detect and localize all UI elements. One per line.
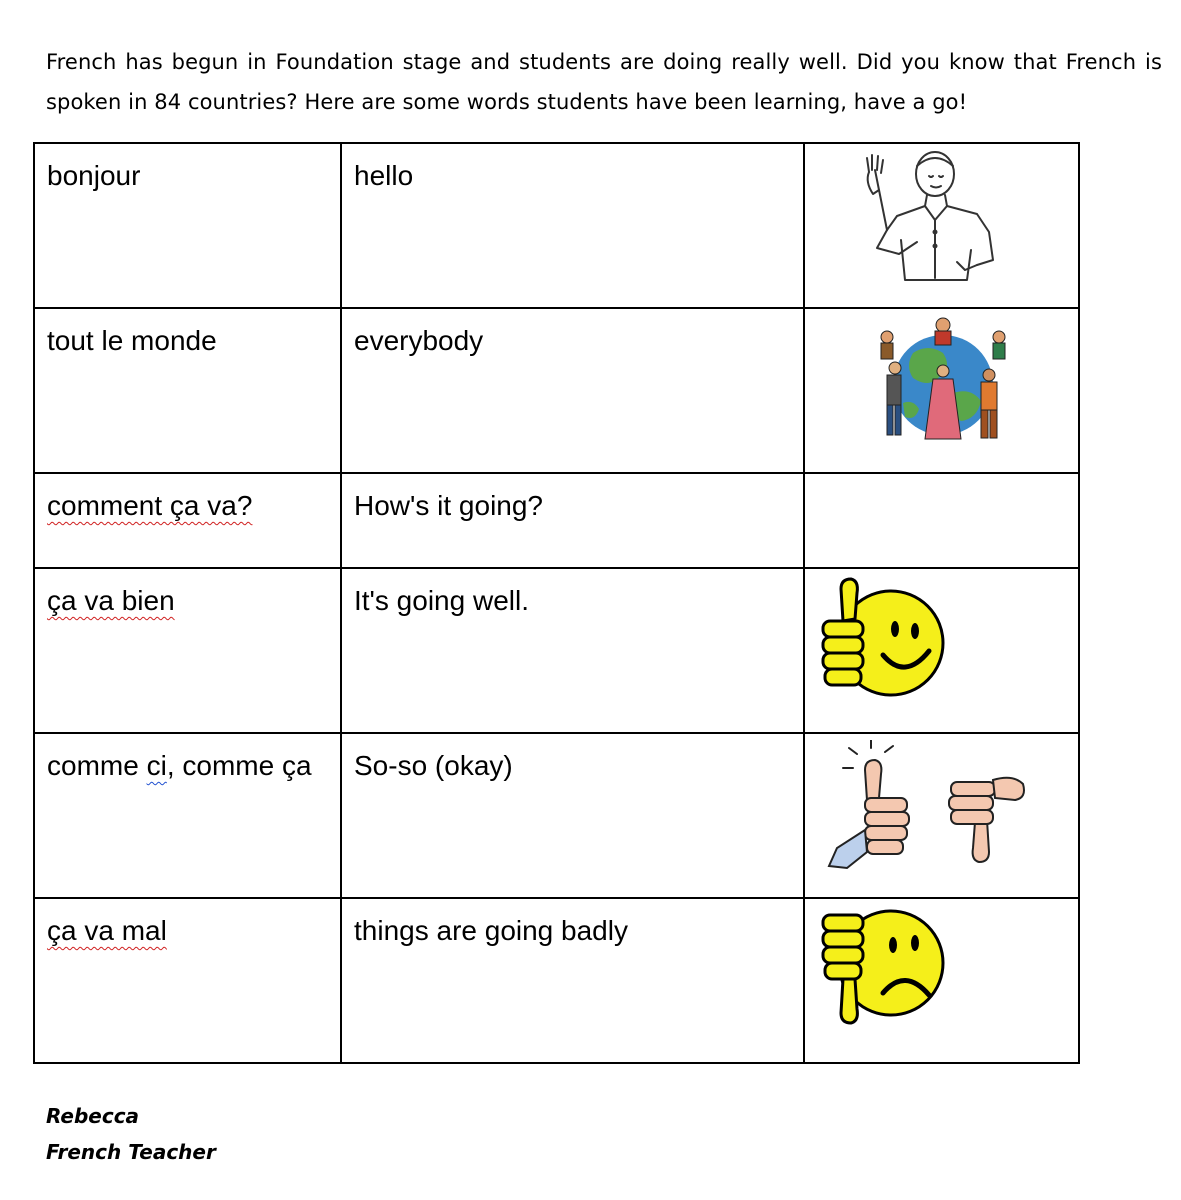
- vocabulary-table: [33, 142, 1080, 1064]
- french-cell: ça va bien: [34, 568, 341, 733]
- thumbs-up-smiley-icon: [819, 575, 949, 700]
- thumbs-up-down-icon: [817, 740, 1037, 870]
- table-row: [34, 898, 1079, 1063]
- french-cell: ça va mal: [34, 898, 341, 1063]
- picture-cell: [804, 898, 1079, 1063]
- table-row: [34, 473, 1079, 568]
- french-cell: tout le monde: [34, 308, 341, 473]
- signature-role: French Teacher: [46, 1140, 216, 1164]
- english-cell: everybody: [341, 308, 804, 473]
- globe-people-icon: [873, 313, 1013, 448]
- french-cell: bonjour: [34, 143, 341, 308]
- picture-cell: [804, 568, 1079, 733]
- french-cell: comment ça va?: [34, 473, 341, 568]
- english-cell: How's it going?: [341, 473, 804, 568]
- signature-name: Rebecca: [46, 1104, 140, 1128]
- intro-paragraph: French has begun in Foundation stage and students are doing really well. Did you know that French is spoken in 84 countries? Here are some words students have been learning, have a go!: [46, 50, 1162, 114]
- french-cell: comme ci, comme ça: [34, 733, 341, 898]
- picture-cell: [804, 308, 1079, 473]
- picture-cell: [804, 473, 1079, 568]
- table-row: [34, 143, 1079, 308]
- picture-cell: [804, 143, 1079, 308]
- english-cell: hello: [341, 143, 804, 308]
- english-cell: So-so (okay): [341, 733, 804, 898]
- english-cell: It's going well.: [341, 568, 804, 733]
- waving-man-icon: [817, 150, 1067, 290]
- table-row: [34, 568, 1079, 733]
- english-cell: things are going badly: [341, 898, 804, 1063]
- table-row: [34, 733, 1079, 898]
- thumbs-down-frown-icon: [819, 907, 949, 1032]
- picture-cell: [804, 733, 1079, 898]
- table-row: [34, 308, 1079, 473]
